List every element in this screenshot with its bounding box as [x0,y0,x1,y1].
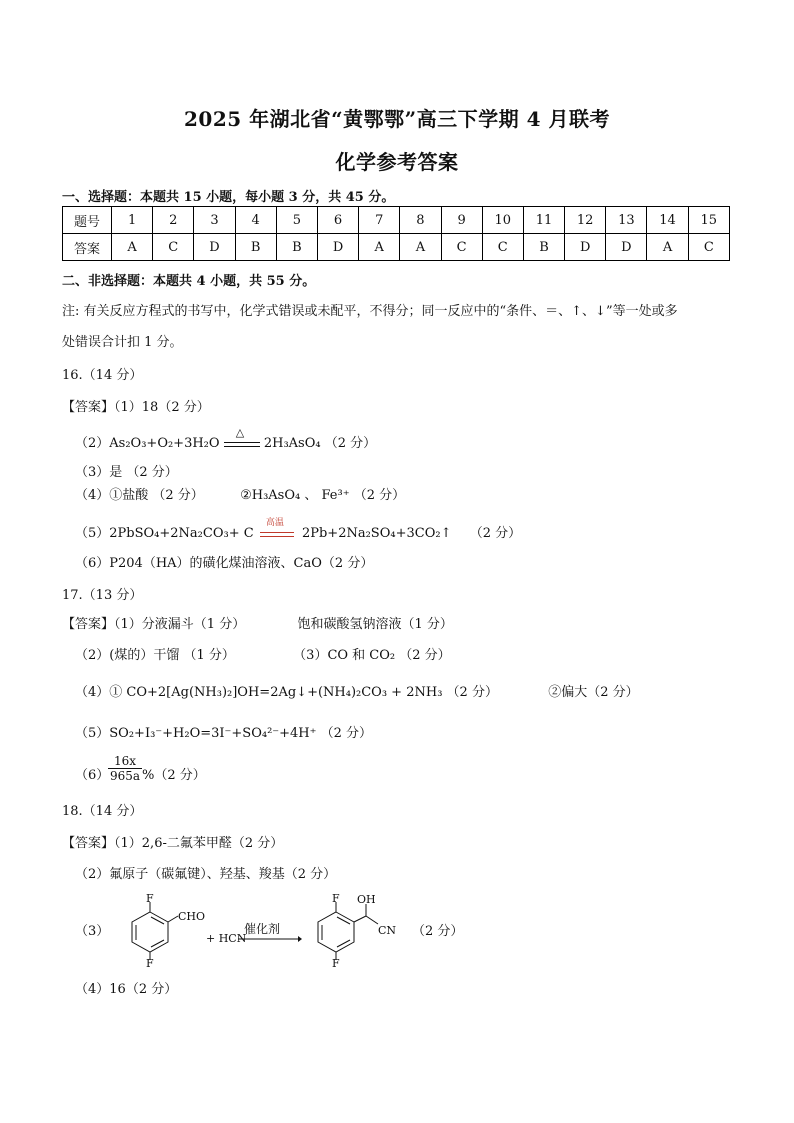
q17-a2: （2）(煤的）干馏 （1 分） [75,648,235,663]
answer-tag: 【答案】 [62,836,115,851]
answer-cell: A [400,234,441,261]
question-number: 14 [647,207,688,234]
question-number: 5 [276,207,317,234]
q17-answer-line-1 [62,613,453,632]
answer-cell: C [153,234,194,261]
question-number: 11 [523,207,564,234]
table-row [63,207,730,234]
question-number: 7 [359,207,400,234]
q17-line-4 [75,681,639,700]
section2-heading: 二、非选择题：本题共 4 小题，共 55 分。 [62,274,316,289]
q16-a2-score: （2 分） [324,436,377,451]
table-row [63,234,730,261]
note-line: 处错误合计扣 1 分。 [62,335,183,350]
q17-a6-suffix: %（2 分） [142,768,206,783]
q16-a6: （6）P204（HA）的磺化煤油溶液、CaO（2 分） [75,556,374,571]
q16-a4 [75,484,405,503]
question-number: 6 [317,207,358,234]
q18-answer-line-1 [62,832,283,851]
question-number: 9 [441,207,482,234]
answer-cell: D [194,234,235,261]
q17-a1-part2: 饱和碳酸氢钠溶液（1 分） [297,617,453,632]
q16-a2-prefix: （2） [75,436,110,451]
catalyst-label: 催化剂 [244,922,281,936]
question-number: 13 [606,207,647,234]
fluorine-label: F [146,957,154,970]
q16-answer-line-1 [62,396,210,415]
condition-equals-sign [258,517,298,540]
q16-a5-products: 2Pb+2Na₂SO₄+3CO₂↑ [301,526,452,541]
answer-cell: D [565,234,606,261]
question-number: 8 [400,207,441,234]
q18-header: 18.（14 分） [62,804,143,819]
q18-a2: （2）氟原子（碳氟键）、羟基、羧基（2 分） [75,867,337,882]
q16-a2 [75,425,377,451]
section1-heading: 一、选择题：本题共 15 小题，每小题 3 分，共 45 分。 [62,190,395,205]
question-number: 2 [153,207,194,234]
page-title: 2025 年湖北省“黄鄂鄂”高三下学期 4 月联考 [184,107,610,131]
answer-tag: 【答案】 [62,617,115,632]
q17-a5: （5）SO₂+I₃⁻+H₂O=3I⁻+SO₄²⁻+4H⁺ （2 分） [75,726,373,741]
page-subtitle: 化学参考答案 [335,150,459,174]
note-line: 注: 有关反应方程式的书写中，化学式错误或未配平，不得分；同一反应中的“条件、＝、↑、↓”等一处或多 [62,304,678,319]
q18-a3-score: （2 分） [412,924,464,939]
q16-a2-reactants: As₂O₃+O₂+3H₂O [109,436,220,451]
q17-line-2 [75,644,451,663]
row-label: 题号 [63,207,112,234]
aldehyde-label: CHO [178,910,206,923]
condition-equals-sign [224,425,260,450]
question-number: 3 [194,207,235,234]
answer-cell: D [317,234,358,261]
answer-cell: D [606,234,647,261]
q17-a3: （3）CO 和 CO₂ （2 分） [293,648,451,663]
q16-a4-part1: （4）①盐酸 （2 分） [75,488,204,503]
question-number: 4 [235,207,276,234]
q16-a4-part2: ②H₃AsO₄ 、 Fe³⁺ （2 分） [240,488,406,503]
answer-cell: A [359,234,400,261]
q18-a4: （4）16（2 分） [75,982,178,997]
q17-a6-prefix: （6） [75,768,110,783]
fluorine-label: F [146,892,154,905]
answer-table [62,206,730,261]
q16-a2-products: 2H₃AsO₄ [263,436,321,451]
fluorine-label: F [332,892,340,905]
q16-header: 16.（14 分） [62,368,143,383]
q17-header: 17.（13 分） [62,588,143,603]
answer-cell: B [276,234,317,261]
answer-cell: B [235,234,276,261]
question-number: 15 [688,207,729,234]
q18-a1: （1）2,6-二氟苯甲醛（2 分） [114,836,284,851]
q17-a1-part1: （1）分液漏斗（1 分） [114,617,246,632]
hydroxyl-label: OH [357,893,376,906]
question-number: 10 [482,207,523,234]
q18-a3-prefix: （3） [75,924,110,939]
fraction-numerator: 16x [108,754,142,769]
q17-a4-part1: （4）① CO+2[Ag(NH₃)₂]OH=2Ag↓+(NH₄)₂CO₃ + 2NH₃ （2 分） [75,685,498,700]
heat-condition: △ [235,425,245,439]
answer-cell: C [482,234,523,261]
high-temp-condition: 高温 [265,517,284,528]
q16-a5-prefix: （5） [75,526,110,541]
q16-a5-score: （2 分） [469,526,522,541]
q17-a6 [75,764,109,783]
question-number: 12 [565,207,606,234]
row-label: 答案 [63,234,112,261]
q17-a4-part2: ②偏大（2 分） [548,685,639,700]
answer-tag: 【答案】 [62,400,115,415]
answer-cell: C [688,234,729,261]
answer-cell: A [112,234,153,261]
reagent-label: + HCN [206,932,247,945]
cyano-label: CN [378,924,397,937]
fluorine-label: F [332,957,340,970]
fraction-denominator: 965a [110,769,141,783]
q16-a1: （1）18（2 分） [114,400,210,415]
answer-cell: B [523,234,564,261]
answer-cell: A [647,234,688,261]
fraction [108,754,142,783]
answer-cell: C [441,234,482,261]
q16-a3: （3）是 （2 分） [75,465,178,480]
q16-a5-reactants: 2PbSO₄+2Na₂CO₃+ C [109,526,254,541]
q16-a5 [75,517,522,541]
question-number: 1 [112,207,153,234]
